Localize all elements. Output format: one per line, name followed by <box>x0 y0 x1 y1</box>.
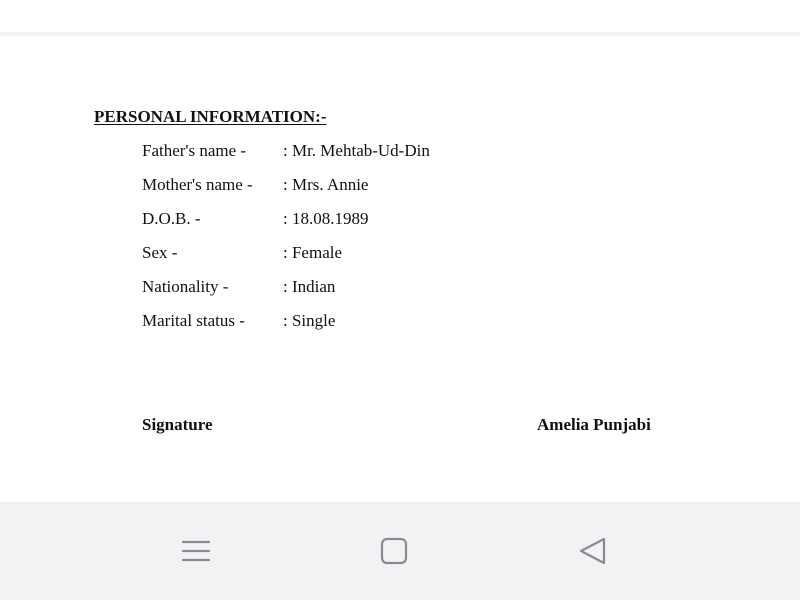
home-button[interactable] <box>376 533 412 569</box>
info-value: : Indian <box>283 277 336 296</box>
back-triangle-icon <box>577 536 607 566</box>
info-label: D.O.B. - <box>142 209 201 228</box>
home-square-icon <box>379 536 409 566</box>
info-row-nationality <box>0 277 800 301</box>
info-row-sex <box>0 243 800 267</box>
info-label: Nationality - <box>142 277 229 296</box>
info-label: Sex - <box>142 243 178 262</box>
signature-label: Signature <box>142 415 213 434</box>
back-button[interactable] <box>574 533 610 569</box>
info-label: Father's name - <box>142 141 247 160</box>
info-row-dob <box>0 209 800 233</box>
menu-icon <box>181 536 211 566</box>
signature-name: Amelia Punjabi <box>537 415 651 434</box>
info-row-marital-status <box>0 311 800 335</box>
info-label: Marital status - <box>142 311 245 330</box>
info-row-mothers-name <box>0 175 800 199</box>
document-page[interactable] <box>0 36 800 502</box>
info-value: : Mrs. Annie <box>283 175 369 194</box>
info-value: : 18.08.1989 <box>283 209 369 228</box>
info-row-fathers-name <box>0 141 800 165</box>
info-value: : Female <box>283 243 343 262</box>
info-value: : Mr. Mehtab-Ud-Din <box>283 141 430 160</box>
section-heading-personal-information: PERSONAL INFORMATION:- <box>94 107 327 126</box>
system-navigation-bar <box>0 502 800 600</box>
info-label: Mother's name - <box>142 175 253 194</box>
menu-button[interactable] <box>178 533 214 569</box>
info-value: : Single <box>283 311 336 330</box>
top-app-strip <box>0 0 800 32</box>
